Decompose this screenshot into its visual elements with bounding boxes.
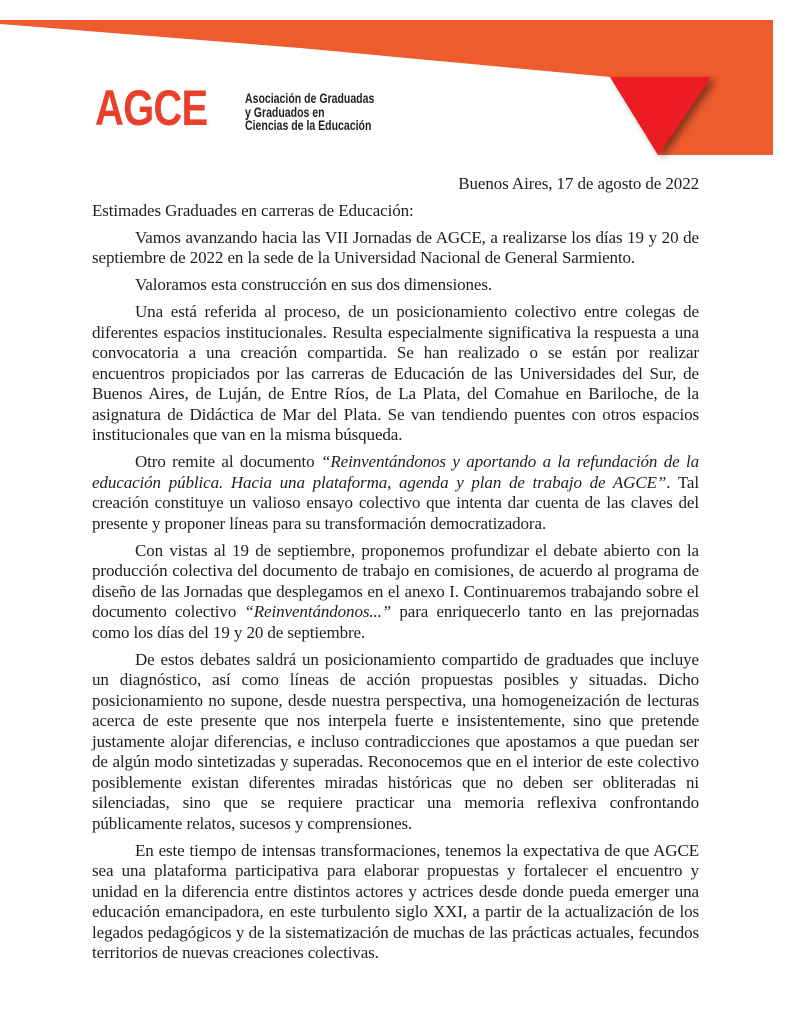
letter-date: Buenos Aires, 17 de agosto de 2022 (458, 174, 699, 193)
paragraph-5 (92, 541, 699, 644)
paragraph-5-text-a: Con vistas al 19 de septiembre, proponemos profundizar el debate abierto con la producción colectiva del documento de trabajo en comisiones, de acuerdo al programa de diseño de las Jornadas que desplegamos en el anexo I. Continuaremos trabajando sobre el documento colectivo (92, 540, 699, 621)
paragraph-3: Una está referida al proceso, de un posicionamiento colectivo entre colegas de diferentes espacios institucionales. Resulta especialmente significativa la respuesta a una convocatoria a una creación compartida. Se han realizado o se están por realizar encuentros propiciados por las carreras de Educación de las Universidades del Sur, de Buenos Aires, de Luján, de Entre Ríos, de La Plata, del Comahue en Bariloche, de la asignatura de Didáctica de Mar del Plata. Se van tendiendo puentes con otros espacios institucionales que van en la misma búsqueda. (92, 302, 699, 444)
paragraph-4 (92, 452, 699, 534)
document-short-title-italic: “Reinventándonos...” (244, 602, 392, 621)
paragraph-4-text-a: Otro remite al documento (135, 452, 321, 471)
paragraph-6: De estos debates saldrá un posicionamiento compartido de graduades que incluye un diagnóstico, así como líneas de acción propuestas posibles y situadas. Dicho posicionamiento no supone, desde nuestra perspectiva, una homogeneización de lecturas acerca de este presente que nos interpela fuerte e insistentemente, sino que pretende justamente alojar diferencias, e incluso contradicciones que apostamos a que puedan ser de algún modo sintetizadas y superadas. Reconocemos que en el interior de este colectivo posiblemente existan diferentes miradas históricas que no deben ser obliteradas ni silenciadas, sino que se requiere practicar una memoria reflexiva confrontando públicamente relatos, sucesos y comprensiones. (92, 649, 699, 833)
salutation: Estimades Graduades en carreras de Educación: (92, 200, 414, 220)
letter-body (92, 174, 699, 970)
paragraph-5-text-b: para enriquecerlo tanto en las prejornadas como los días del 19 y 20 de septiembre. (92, 602, 700, 642)
organization-name (245, 92, 374, 133)
org-name-line-1: Asociación de Graduadas (245, 91, 375, 106)
paragraph-7: En este tiempo de intensas transformaciones, tenemos la expectativa de que AGCE sea una plataforma participativa para elaborar propuestas y fortalecer el encuentro y unidad en la diferencia entre distintos actores y actrices desde donde pueda emerger una educación emancipadora, en este turbulento siglo XXI, a partir de la actualización de los legados pedagógicos y de la sistematización de muchas de las prácticas actuales, fecundos territorios de nuevas creaciones colectivas. (92, 840, 699, 962)
paragraph-2: Valoramos esta construcción en sus dos dimensiones. (135, 275, 493, 294)
org-name-line-3: Ciencias de la Educación (245, 118, 372, 133)
document-title-italic: “Reinventándonos y aportando a la refundación de la educación pública. Hacia una plataforma, agenda y plan de trabajo de AGCE” (92, 452, 700, 492)
paragraph-4-text-b: . Tal creación constituye un valioso ensayo colectivo que intenta dar cuenta de las claves del presente y proponer líneas para su transformación democratizadora. (92, 472, 699, 533)
org-name-line-2: y Graduados en (245, 104, 325, 120)
paragraph-1: Vamos avanzando hacia las VII Jornadas de AGCE, a realizarse los días 19 y 20 de septiembre de 2022 en la sede de la Universidad Nacional de General Sarmiento. (92, 227, 699, 267)
agce-logo: AGCE (95, 80, 208, 136)
